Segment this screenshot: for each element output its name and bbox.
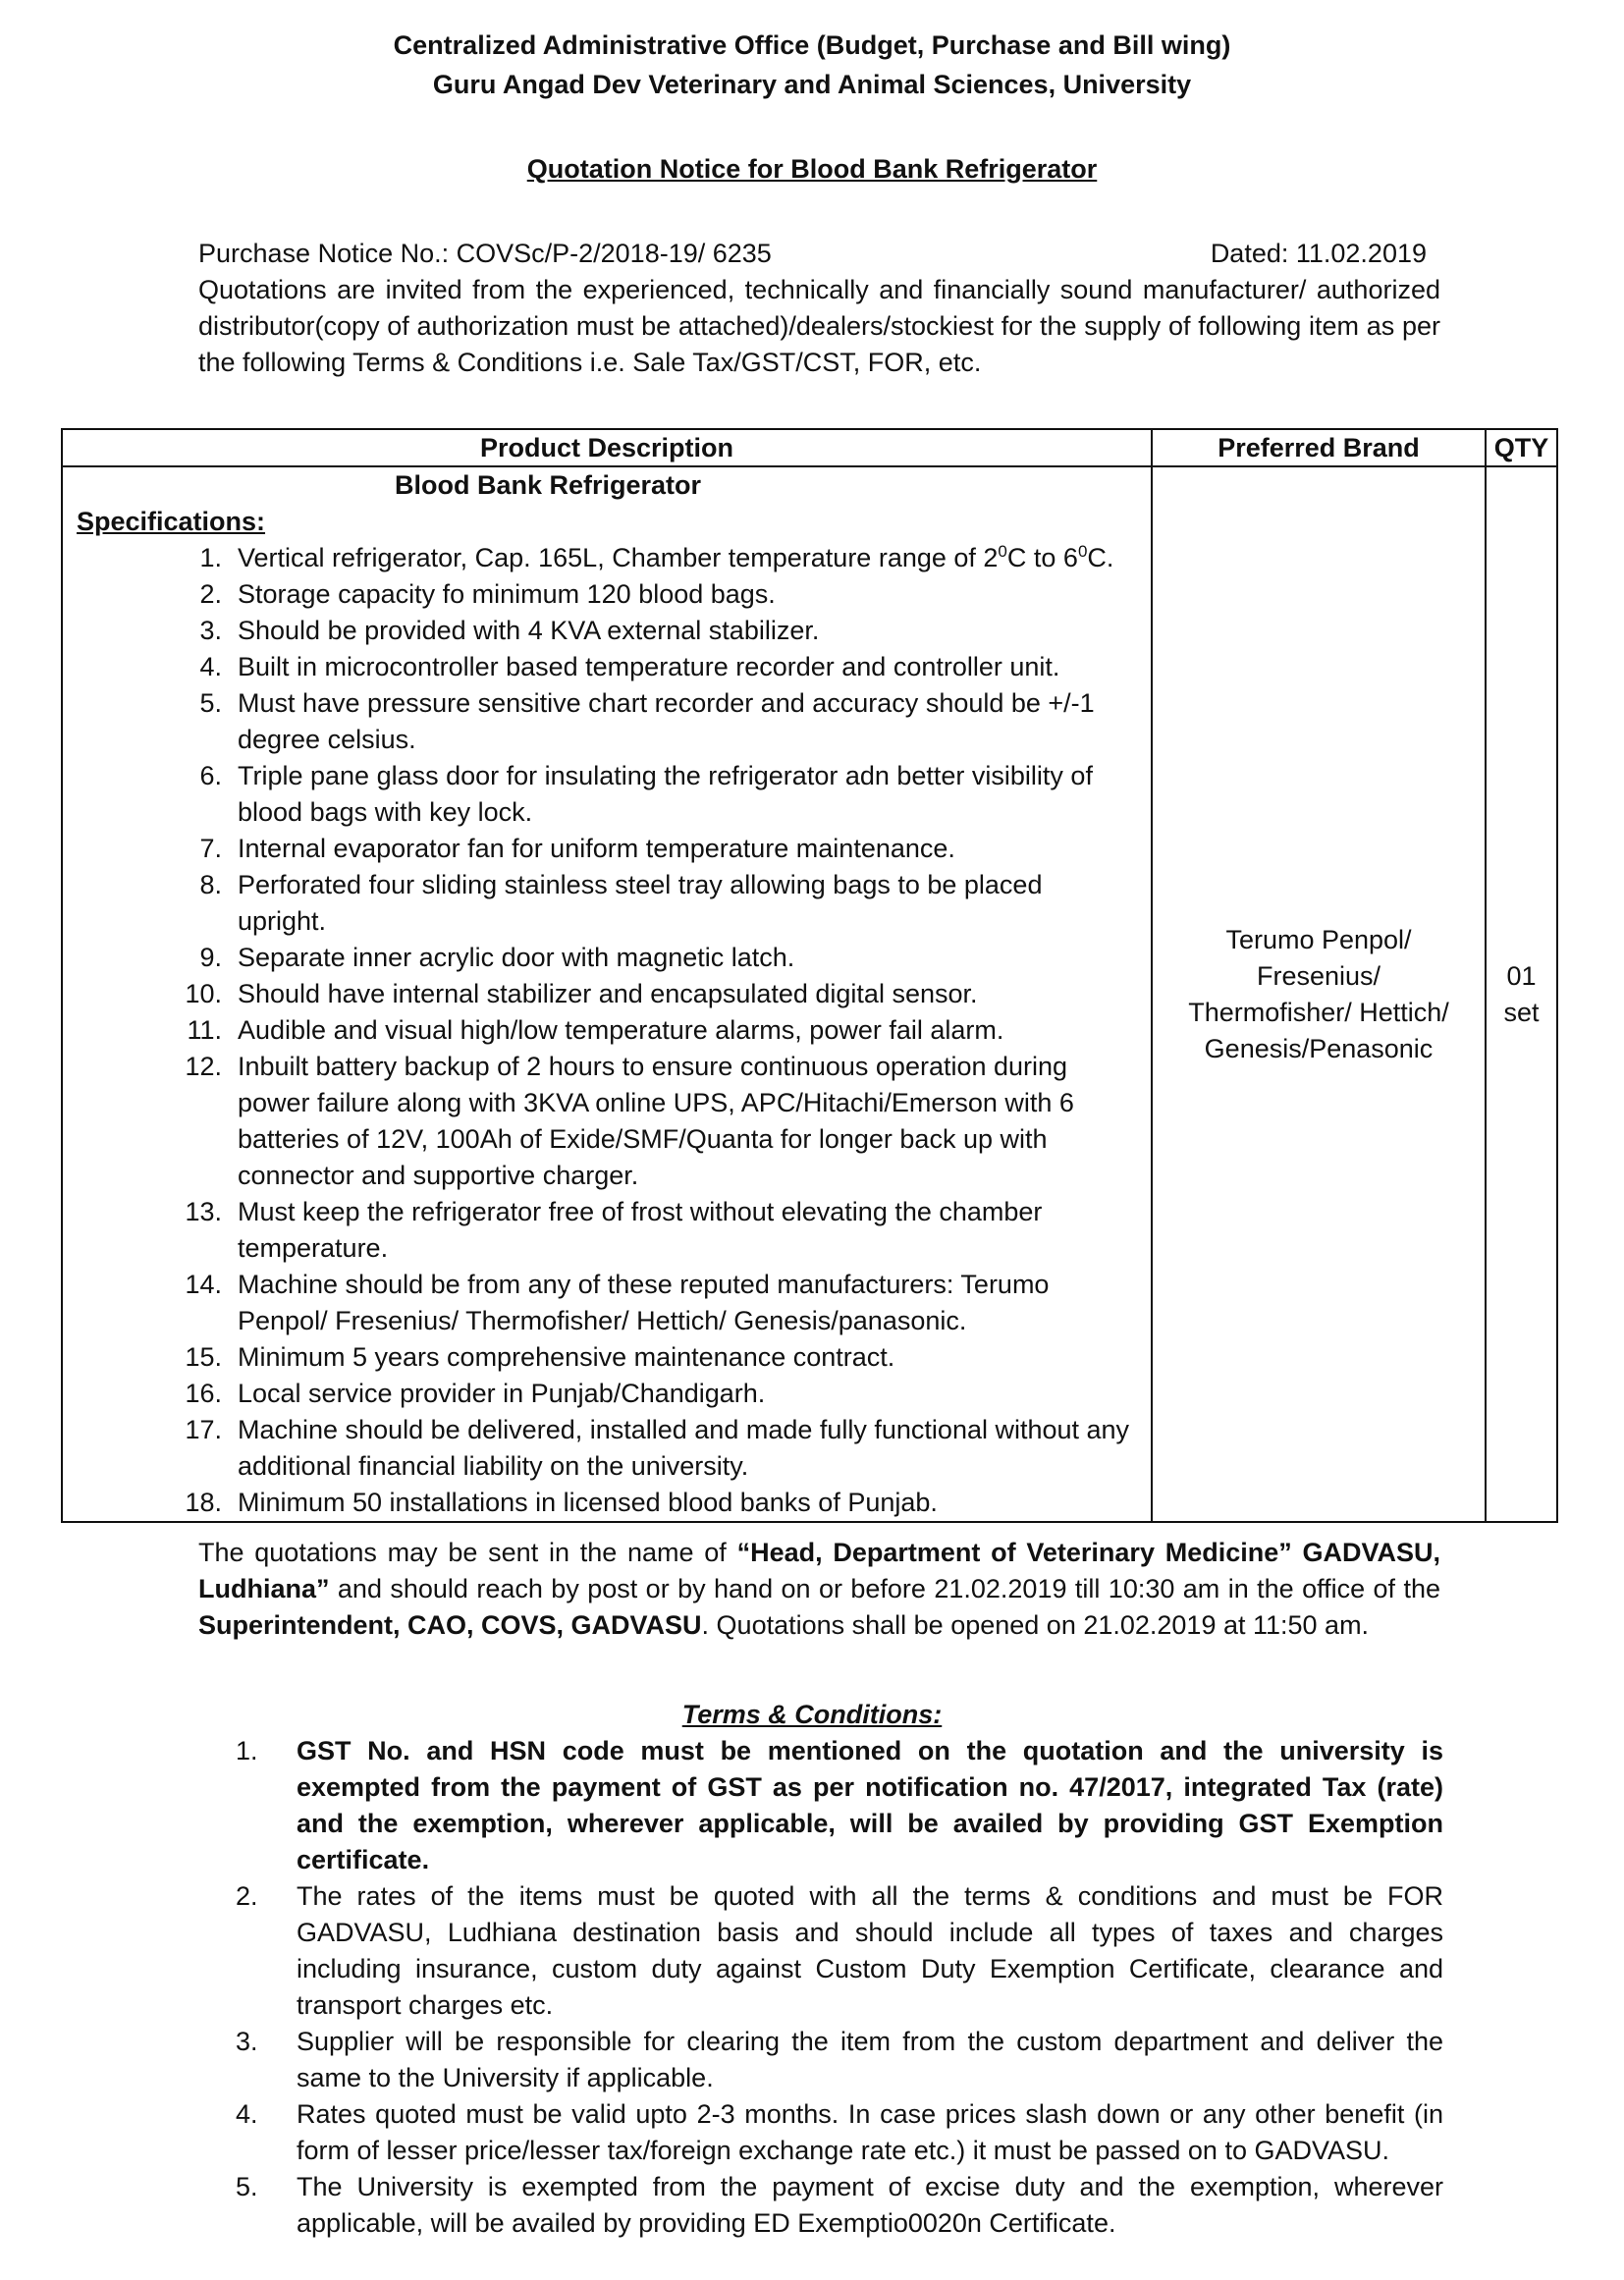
spec-text: Inbuilt battery backup of 2 hours to ensure continuous operation during power failure along with 3KVA online UPS, APC/Hitachi/Emerson with 6 batteries of 12V, 100Ah of Exide/SMF/Quanta for longer back up with connector and supportive charger. [238, 1052, 1074, 1190]
spec-number: 17. [185, 1415, 222, 1444]
spec-text: Storage capacity fo minimum 120 blood bags. [238, 579, 776, 609]
spec-number: 7. [199, 834, 222, 863]
table-row [62, 466, 1557, 1522]
header-qty: QTY [1486, 429, 1557, 466]
spec-number: 4. [199, 652, 222, 681]
header-university-line: Guru Angad Dev Veterinary and Animal Sciences, University [432, 70, 1192, 99]
terms-item [236, 1878, 1443, 2024]
spec-text: Triple pane glass door for insulating the refrigerator adn better visibility of blood bags with key lock. [238, 761, 1093, 827]
product-name: Blood Bank Refrigerator [394, 470, 702, 500]
spec-item [63, 1412, 1131, 1485]
document-header [0, 26, 1624, 104]
submission-addressee: “Head, Department of Veterinary Medicine” GADVASU, Ludhiana” [198, 1538, 1440, 1603]
spec-text: Separate inner acrylic door with magnetic latch. [238, 943, 795, 972]
terms-number: 1. [236, 1736, 258, 1765]
spec-number: 15. [185, 1342, 222, 1372]
spec-number: 8. [199, 870, 222, 899]
spec-text: Minimum 50 installations in licensed blood banks of Punjab. [238, 1488, 938, 1517]
terms-text: The rates of the items must be quoted with all the terms & conditions and must be FOR GADVASU, Ludhiana destination basis and should include all types of taxes and charges including insurance, custom duty against Custom Duty Exemption Certificate, clearance and transport charges etc. [297, 1881, 1443, 2020]
header-preferred-brand: Preferred Brand [1152, 429, 1486, 466]
spec-item [63, 685, 1131, 758]
terms-item [236, 2096, 1443, 2169]
product-table [61, 428, 1558, 1523]
spec-item [63, 940, 1131, 976]
specifications-heading: Specifications: [77, 507, 266, 536]
spec-item [63, 1339, 1131, 1376]
spec-text: Should have internal stabilizer and encapsulated digital sensor. [238, 979, 978, 1008]
spec-text: Local service provider in Punjab/Chandigarh. [238, 1379, 766, 1408]
notice-meta [198, 236, 1440, 381]
spec-item [63, 1485, 1131, 1521]
spec-text: Must have pressure sensitive chart recorder and accuracy should be +/-1 degree celsius. [238, 688, 1095, 754]
intro-paragraph: Quotations are invited from the experienced, technically and financially sound manufacturer/ authorized distributor(copy of authorization must be attached)/dealers/stockiest for the supply of following item as per the following Terms & Conditions i.e. Sale Tax/GST/CST, FOR, etc. [198, 275, 1440, 377]
spec-item [63, 758, 1131, 831]
submission-paragraph: The quotations may be sent in the name of “Head, Department of Veterinary Medicine” GADVASU, Ludhiana” and should reach by post or by hand on or before 21.02.2019 till 10:30 am in the office of the Superintendent, CAO, COVS, GADVASU. Quotations shall be opened on 21.02.2019 at 11:50 am. [198, 1538, 1440, 1640]
spec-number: 5. [199, 688, 222, 718]
spec-number: 12. [185, 1052, 222, 1081]
spec-text: Perforated four sliding stainless steel tray allowing bags to be placed upright. [238, 870, 1043, 936]
spec-number: 2. [199, 579, 222, 609]
spec-item [63, 613, 1131, 649]
spec-number: 10. [185, 979, 222, 1008]
spec-item [63, 540, 1131, 576]
header-product-description: Product Description [62, 429, 1152, 466]
terms-number: 2. [236, 1881, 258, 1911]
spec-item [63, 976, 1131, 1012]
preferred-brand-cell [1152, 466, 1486, 1522]
terms-item [236, 2024, 1443, 2096]
terms-text: The University is exempted from the payment of excise duty and the exemption, wherever applicable, will be availed by providing ED Exemptio0020n Certificate. [297, 2172, 1443, 2238]
spec-item [63, 1012, 1131, 1049]
spec-item [63, 649, 1131, 685]
spec-text: Audible and visual high/low temperature alarms, power fail alarm. [238, 1015, 1004, 1045]
spec-item [63, 1267, 1131, 1339]
spec-text: Minimum 5 years comprehensive maintenance contract. [238, 1342, 895, 1372]
spec-text: Machine should be from any of these reputed manufacturers: Terumo Penpol/ Fresenius/ Thermofisher/ Hettich/ Genesis/panasonic. [238, 1270, 1050, 1335]
spec-number: 18. [185, 1488, 222, 1517]
brand-line: Thermofisher/ Hettich/ [1188, 997, 1449, 1027]
terms-text: Rates quoted must be valid upto 2-3 months. In case prices slash down or any other benefit (in form of lesser price/lesser tax/foreign exchange rate etc.) it must be passed on to GADVASU. [297, 2099, 1443, 2165]
spec-number: 1. [199, 543, 222, 572]
terms-item [236, 1733, 1443, 1878]
spec-item [63, 1376, 1131, 1412]
spec-item [63, 576, 1131, 613]
header-office-line: Centralized Administrative Office (Budget, Purchase and Bill wing) [393, 30, 1231, 60]
spec-text: Vertical refrigerator, Cap. 165L, Chamber temperature range of $2^0C$ to $6^0C$. [238, 542, 1114, 572]
terms-number: 4. [236, 2099, 258, 2129]
terms-list [236, 1733, 1443, 2242]
table-header-row [62, 429, 1557, 466]
purchase-notice-number: Purchase Notice No.: COVSc/P-2/2018-19/ 6235 [198, 239, 772, 268]
terms-number: 3. [236, 2027, 258, 2056]
spec-number: 3. [199, 616, 222, 645]
spec-text: Internal evaporator fan for uniform temperature maintenance. [238, 834, 955, 863]
spec-text: Built in microcontroller based temperature recorder and controller unit. [238, 652, 1060, 681]
terms-text: Supplier will be responsible for clearing the item from the custom department and deliver the same to the University if applicable. [297, 2027, 1443, 2092]
submission-office: Superintendent, CAO, COVS, GADVASU [198, 1610, 702, 1640]
spec-item [63, 867, 1131, 940]
spec-item [63, 831, 1131, 867]
spec-number: 16. [185, 1379, 222, 1408]
terms-title: Terms & Conditions: [681, 1700, 943, 1729]
spec-item [63, 1049, 1131, 1194]
notice-title: Quotation Notice for Blood Bank Refrigerator [526, 154, 1098, 184]
spec-text: Must keep the refrigerator free of frost without elevating the chamber temperature. [238, 1197, 1043, 1263]
spec-number: 9. [199, 943, 222, 972]
spec-number: 13. [185, 1197, 222, 1226]
product-description-cell [62, 466, 1152, 1522]
spec-item [63, 1194, 1131, 1267]
terms-number: 5. [236, 2172, 258, 2201]
specifications-list [63, 540, 1151, 1521]
spec-number: 6. [199, 761, 222, 790]
notice-date: Dated: 11.02.2019 [1210, 239, 1427, 268]
brand-line: Fresenius/ [1256, 960, 1381, 991]
spec-number: 11. [187, 1015, 222, 1045]
terms-item [236, 2169, 1443, 2242]
terms-text: GST No. and HSN code must be mentioned on the quotation and the university is exempted from the payment of GST as per notification no. 47/2017, integrated Tax (rate) and the exemption, wherever applicable, will be availed by providing GST Exemption certificate. [297, 1736, 1443, 1874]
spec-text: Machine should be delivered, installed and made fully functional without any additional financial liability on the university. [238, 1415, 1130, 1481]
spec-number: 14. [185, 1270, 222, 1299]
brand-line: Terumo Penpol/ [1225, 924, 1412, 954]
qty-cell: 01 set [1486, 466, 1557, 1522]
spec-text: Should be provided with 4 KVA external stabilizer. [238, 616, 820, 645]
brand-line: Genesis/Penasonic [1204, 1033, 1434, 1063]
